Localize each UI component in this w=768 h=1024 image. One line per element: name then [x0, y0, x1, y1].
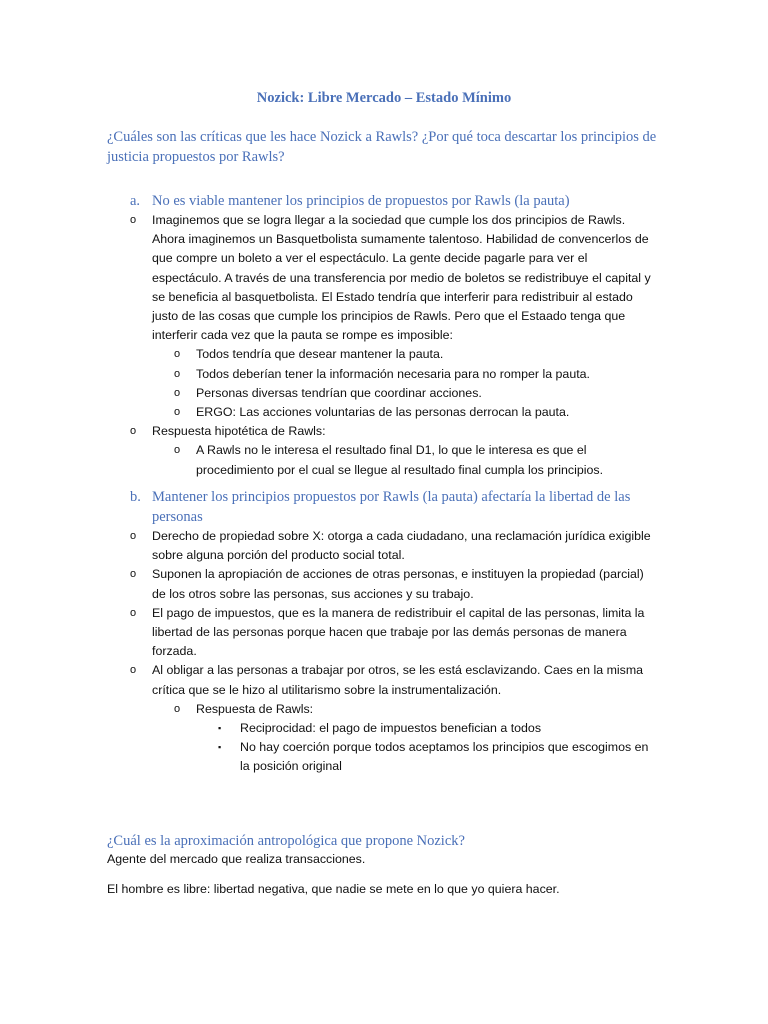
list-item-text: No hay coerción porque todos aceptamos los principios que escogimos en la posición original: [240, 740, 649, 774]
section-b-heading-text: Mantener los principios propuestos por Rawls (la pauta) afectaría la libertad de las personas: [152, 489, 631, 525]
circle-bullet-icon: o: [174, 406, 181, 419]
section-a-marker: a.: [130, 193, 141, 209]
list-item: [174, 441, 660, 479]
list-item-text: A Rawls no le interesa el resultado final D1, lo que le interesa es que el procedimiento por el cual se llegue al resultado final cumpla los principios.: [196, 443, 604, 477]
circle-bullet-icon: o: [174, 702, 181, 715]
list-item: [130, 565, 660, 603]
circle-bullet-icon: o: [174, 386, 181, 399]
list-item: [174, 384, 660, 403]
square-bullet-icon: ▪: [218, 742, 222, 753]
list-item: [130, 604, 660, 662]
list-item: [130, 211, 660, 345]
section-a-heading: [130, 191, 660, 211]
list-item: [218, 738, 660, 776]
circle-bullet-icon: o: [130, 425, 137, 438]
circle-bullet-icon: o: [130, 664, 137, 677]
list-item: [174, 700, 660, 719]
section-a-heading-text: No es viable mantener los principios de propuestos por Rawls (la pauta): [152, 193, 570, 209]
circle-bullet-icon: o: [174, 444, 181, 457]
question-criticas: ¿Cuáles son las críticas que les hace Nozick a Rawls? ¿Por qué toca descartar los principios de justicia propuestos por Rawls?: [107, 129, 657, 165]
section-b-list: [130, 527, 660, 777]
list-item: [174, 365, 660, 384]
list-item-text: Respuesta hipotética de Rawls:: [152, 424, 326, 439]
list-item-text: El pago de impuestos, que es la manera de redistribuir el capital de las personas, limita la libertad de las personas porque hacen que trabaje por las demás personas de manera forzada.: [152, 605, 645, 659]
list-item: [174, 345, 660, 364]
list-item-text: Todos tendría que desear mantener la pauta.: [196, 347, 444, 362]
answer-agente: Agente del mercado que realiza transacciones.: [107, 852, 366, 866]
list-item-text: Reciprocidad: el pago de impuestos benefician a todos: [240, 721, 542, 736]
square-bullet-icon: ▪: [218, 723, 222, 734]
circle-bullet-icon: o: [174, 367, 181, 380]
circle-bullet-icon: o: [130, 214, 137, 226]
circle-bullet-icon: o: [130, 606, 137, 619]
document-title: Nozick: Libre Mercado – Estado Mínimo: [256, 90, 512, 106]
list-item-text: Imaginemos que se logra llegar a la sociedad que cumple los dos principios de Rawls. Ahora imaginemos un Basquetbolista sumamente talentoso. Habilidad de convencerlos de que compre un boleto a ver el espectáculo. La gente decide pagarle para ver el espectáculo. A través de una transferencia por medio de boletos se redistribuye el capital y se beneficia al basquetbolista. El Estado tendría que interferir para redistribuir al estado justo de las cosas que cumple los principios de Rawls. Pero que el Estaado tenga que interferir cada vez que la pauta se rompe es imposible:: [152, 213, 651, 343]
list-item-text: Todos deberían tener la información necesaria para no romper la pauta.: [196, 366, 590, 381]
list-item-text: Suponen la apropiación de acciones de otras personas, e instituyen la propiedad (parcial) de los otros sobre las personas, sus acciones y su trabajo.: [152, 567, 644, 601]
list-item: [174, 403, 660, 422]
list-item-text: Derecho de propiedad sobre X: otorga a cada ciudadano, una reclamación jurídica exigible sobre alguna porción del producto social total.: [152, 529, 651, 563]
circle-bullet-icon: o: [130, 530, 137, 542]
list-item-text: Al obligar a las personas a trabajar por otros, se les está esclavizando. Caes en la misma crítica que se le hizo al utilitarismo sobre la instrumentalización.: [152, 663, 644, 697]
circle-bullet-icon: o: [174, 348, 181, 361]
answer-libertad: El hombre es libre: libertad negativa, que nadie se mete en lo que yo quiera hacer.: [107, 882, 560, 896]
section-b-heading: [130, 487, 660, 527]
list-item-text: Personas diversas tendrían que coordinar acciones.: [196, 385, 482, 400]
section-b-marker: b.: [130, 489, 141, 505]
section-a-list: [130, 211, 660, 480]
question-antropologica: ¿Cuál es la aproximación antropológica que propone Nozick?: [107, 833, 465, 849]
list-item-text: Respuesta de Rawls:: [196, 701, 314, 716]
list-item-text: ERGO: Las acciones voluntarias de las personas derrocan la pauta.: [196, 405, 570, 420]
list-item: [130, 661, 660, 699]
list-item: [130, 527, 660, 565]
list-item: [218, 719, 660, 738]
list-item: [130, 422, 660, 441]
circle-bullet-icon: o: [130, 568, 137, 581]
